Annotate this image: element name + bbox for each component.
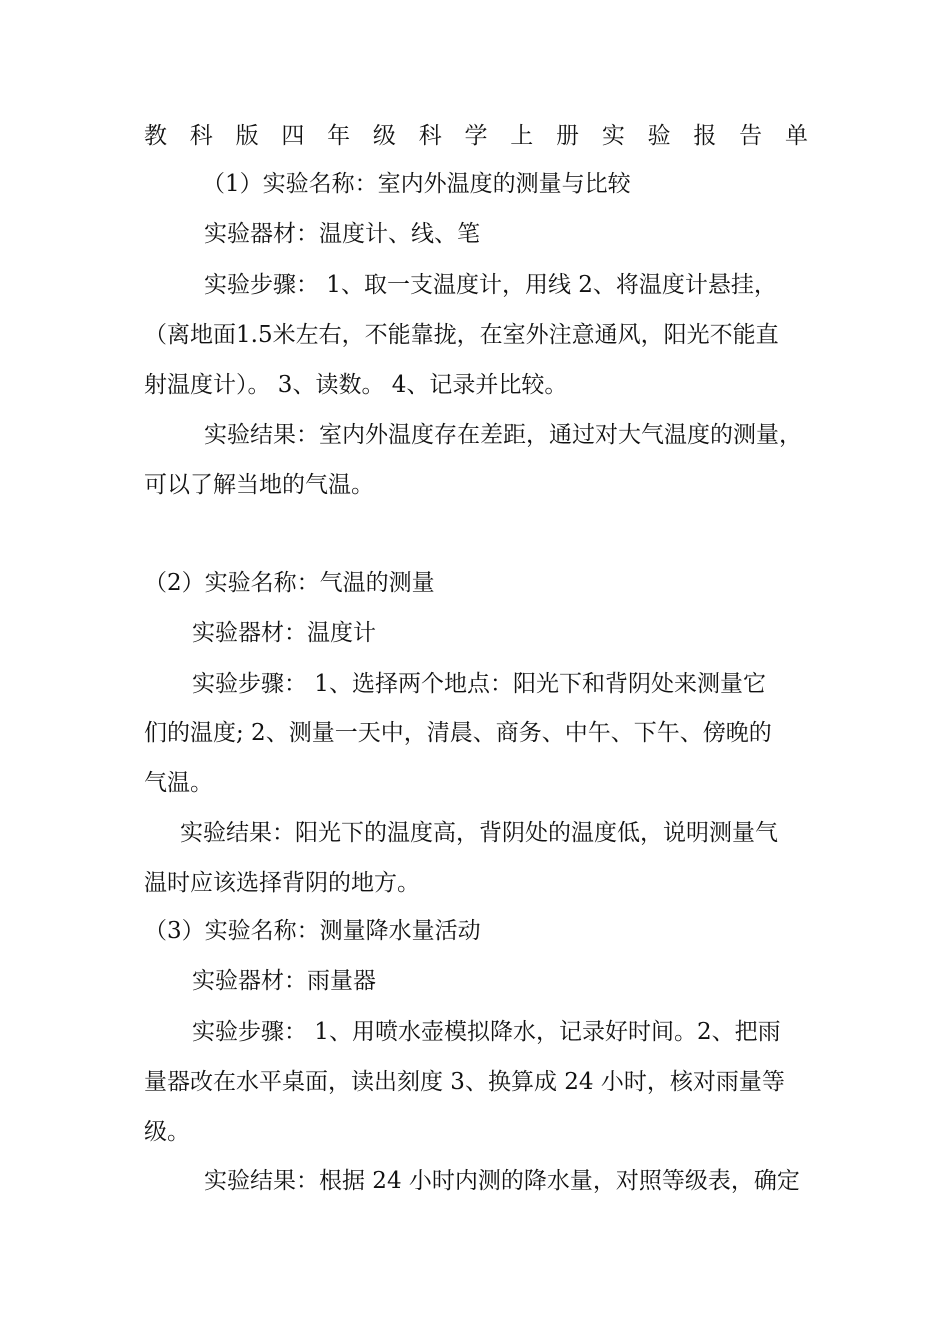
title-char: 教 [144, 123, 167, 149]
title-char: 验 [647, 123, 671, 149]
experiment-3-heading: （3）实验名称：测量降水量活动 [144, 918, 481, 944]
experiment-2-steps-line: 实验步骤： 1、选择两个地点：阳光下和背阴处来测量它 [192, 671, 766, 697]
title-char: 告 [739, 123, 763, 149]
experiment-2-steps-line: 们的温度; 2、测量一天中，清晨、商务、中午、下午、傍晚的 [144, 720, 772, 746]
experiment-3-result-line: 实验结果：根据 24 小时内测的降水量，对照等级表，确定 [204, 1168, 800, 1194]
title-char: 学 [464, 123, 488, 149]
title-char: 单 [784, 123, 808, 149]
experiment-1-materials: 实验器材：温度计、线、笔 [204, 221, 480, 247]
title-char: 实 [601, 123, 625, 149]
experiment-3-steps-line: 量器改在水平桌面，读出刻度 3、换算成 24 小时，核对雨量等 [144, 1069, 785, 1095]
experiment-2-result-line: 实验结果：阳光下的温度高，背阴处的温度低，说明测量气 [180, 820, 778, 846]
experiment-3-steps-line: 实验步骤： 1、用喷水壶模拟降水，记录好时间。2、把雨 [192, 1019, 781, 1045]
experiment-2-result-line: 温时应该选择背阴的地方。 [144, 870, 420, 896]
title-char: 报 [693, 123, 717, 149]
title-char: 四 [281, 123, 305, 149]
experiment-1-steps-line: 射温度计）。 3、读数。 4、记录并比较。 [144, 372, 568, 398]
experiment-2-steps-line: 气温。 [144, 770, 213, 796]
experiment-2-materials: 实验器材：温度计 [192, 620, 376, 646]
title-char: 年 [327, 123, 351, 149]
experiment-1-heading: （1）实验名称：室内外温度的测量与比较 [202, 171, 631, 197]
experiment-3-materials: 实验器材：雨量器 [192, 968, 376, 994]
experiment-1-steps-line: （离地面1.5米左右，不能靠拢，在室外注意通风，阳光不能直 [144, 322, 779, 348]
experiment-1-result-line: 实验结果：室内外温度存在差距，通过对大气温度的测量， [204, 422, 802, 448]
title-char: 科 [189, 123, 213, 149]
title-char: 级 [372, 123, 396, 149]
title-char: 科 [418, 123, 442, 149]
title-char: 上 [510, 123, 534, 149]
experiment-1-result-line: 可以了解当地的气温。 [144, 472, 374, 498]
experiment-1-steps-line: 实验步骤： 1、取一支温度计，用线 2、将温度计悬挂， [204, 272, 777, 298]
title-char: 版 [235, 123, 259, 149]
experiment-2-heading: （2）实验名称：气温的测量 [144, 570, 435, 596]
document-title [144, 120, 808, 152]
title-char: 册 [556, 123, 580, 149]
experiment-3-steps-line: 级。 [144, 1119, 190, 1145]
